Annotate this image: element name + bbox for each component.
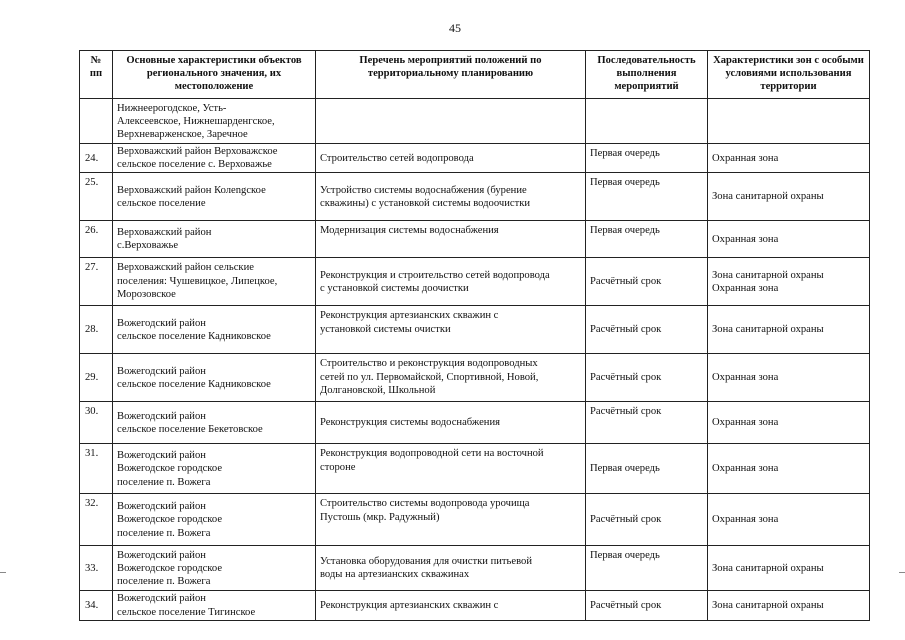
scan-edge-mark-right <box>899 572 905 573</box>
table-row <box>80 306 870 354</box>
zone-cell <box>708 99 870 144</box>
measure-cell: Реконструкция и строительство сетей водопровода с установкой системы доочистки <box>316 258 586 306</box>
measure-cell: Реконструкция артезианских скважин с установкой системы очистки <box>316 306 586 354</box>
measure-cell <box>316 99 586 144</box>
table-row <box>80 494 870 546</box>
row-number: 26. <box>80 221 113 258</box>
zone-cell: Зона санитарной охраны Охранная зона <box>708 258 870 306</box>
location-cell: Вожегодский район сельское поселение Кадниковское <box>113 306 316 354</box>
measure-cell: Установка оборудования для очистки питьевой воды на артезианских скважинах <box>316 546 586 591</box>
zone-cell: Охранная зона <box>708 494 870 546</box>
zone-cell: Охранная зона <box>708 354 870 402</box>
location-cell: Вожегодский район сельское поселение Кадниковское <box>113 354 316 402</box>
measure-cell: Реконструкция системы водоснабжения <box>316 402 586 444</box>
sequence-cell: Расчётный срок <box>586 591 708 620</box>
row-number: 29. <box>80 354 113 402</box>
location-cell: Верховажский район Верховажское сельское поселение с. Верховажье <box>113 144 316 173</box>
measure-cell: Строительство и реконструкция водопроводных сетей по ул. Первомайской, Спортивной, Новой, Долгановской, Школьной <box>316 354 586 402</box>
measure-cell: Строительство сетей водопровода <box>316 144 586 173</box>
table-row <box>80 546 870 591</box>
header-sequence: Последовательность выполнения мероприятий <box>586 51 708 99</box>
measure-cell: Строительство системы водопровода урочища Пустошь (мкр. Радужный) <box>316 494 586 546</box>
table-body <box>80 99 870 621</box>
table-row <box>80 402 870 444</box>
header-measures: Перечень мероприятий положений по территориальному планированию <box>316 51 586 99</box>
sequence-cell: Первая очередь <box>586 546 708 591</box>
row-number: 31. <box>80 444 113 494</box>
zone-cell: Охранная зона <box>708 144 870 173</box>
zone-cell: Зона санитарной охраны <box>708 546 870 591</box>
row-number: 25. <box>80 173 113 221</box>
row-number: 33. <box>80 546 113 591</box>
location-cell: Вожегодский район Вожегодское городское поселение п. Вожега <box>113 546 316 591</box>
zone-cell: Охранная зона <box>708 221 870 258</box>
sequence-cell: Расчётный срок <box>586 402 708 444</box>
measure-cell: Реконструкция водопроводной сети на восточной стороне <box>316 444 586 494</box>
table-header <box>80 51 870 99</box>
table-row <box>80 258 870 306</box>
measure-cell: Устройство системы водоснабжения (бурение скважины) с установкой системы водоочистки <box>316 173 586 221</box>
scan-edge-mark-left <box>0 572 6 573</box>
row-number <box>80 99 113 144</box>
header-row <box>80 51 870 99</box>
header-zones: Характеристики зон с особыми условиями использования территории <box>708 51 870 99</box>
sequence-cell: Расчётный срок <box>586 258 708 306</box>
table-row <box>80 591 870 620</box>
row-number: 30. <box>80 402 113 444</box>
table-row <box>80 444 870 494</box>
planning-measures-table <box>79 50 870 621</box>
row-number: 27. <box>80 258 113 306</box>
sequence-cell: Расчётный срок <box>586 494 708 546</box>
sequence-cell: Первая очередь <box>586 144 708 173</box>
zone-cell: Зона санитарной охраны <box>708 306 870 354</box>
header-number: № пп <box>80 51 113 99</box>
location-cell: Вожегодский район Вожегодское городское поселение п. Вожега <box>113 444 316 494</box>
table-row <box>80 144 870 173</box>
page-number: 45 <box>449 21 461 35</box>
row-number: 32. <box>80 494 113 546</box>
location-cell: Верховажский район с.Верховажье <box>113 221 316 258</box>
location-cell: Вожегодский район Вожегодское городское поселение п. Вожега <box>113 494 316 546</box>
sequence-cell: Расчётный срок <box>586 354 708 402</box>
location-cell: Верховажский район Колengское сельское поселение <box>113 173 316 221</box>
sequence-cell: Первая очередь <box>586 221 708 258</box>
location-cell: Вожегодский район сельское поселение Тигинское <box>113 591 316 620</box>
location-cell: Нижнеерогодское, Усть- Алексеевское, Нижнешарденгское, Верхневарженское, Заречное <box>113 99 316 144</box>
zone-cell: Зона санитарной охраны <box>708 591 870 620</box>
location-cell: Верховажский район сельские поселения: Чушевицкое, Липецкое, Морозовское <box>113 258 316 306</box>
table-row <box>80 221 870 258</box>
location-cell: Вожегодский район сельское поселение Бекетовское <box>113 402 316 444</box>
zone-cell: Зона санитарной охраны <box>708 173 870 221</box>
sequence-cell: Первая очередь <box>586 173 708 221</box>
table-row <box>80 354 870 402</box>
row-number: 24. <box>80 144 113 173</box>
header-objects: Основные характеристики объектов регионального значения, их местоположение <box>113 51 316 99</box>
measure-cell: Модернизация системы водоснабжения <box>316 221 586 258</box>
row-number: 28. <box>80 306 113 354</box>
table-row <box>80 173 870 221</box>
zone-cell: Охранная зона <box>708 444 870 494</box>
measure-cell: Реконструкция артезианских скважин с <box>316 591 586 620</box>
table-row <box>80 99 870 144</box>
sequence-cell <box>586 99 708 144</box>
row-number: 34. <box>80 591 113 620</box>
sequence-cell: Первая очередь <box>586 444 708 494</box>
sequence-cell: Расчётный срок <box>586 306 708 354</box>
zone-cell: Охранная зона <box>708 402 870 444</box>
